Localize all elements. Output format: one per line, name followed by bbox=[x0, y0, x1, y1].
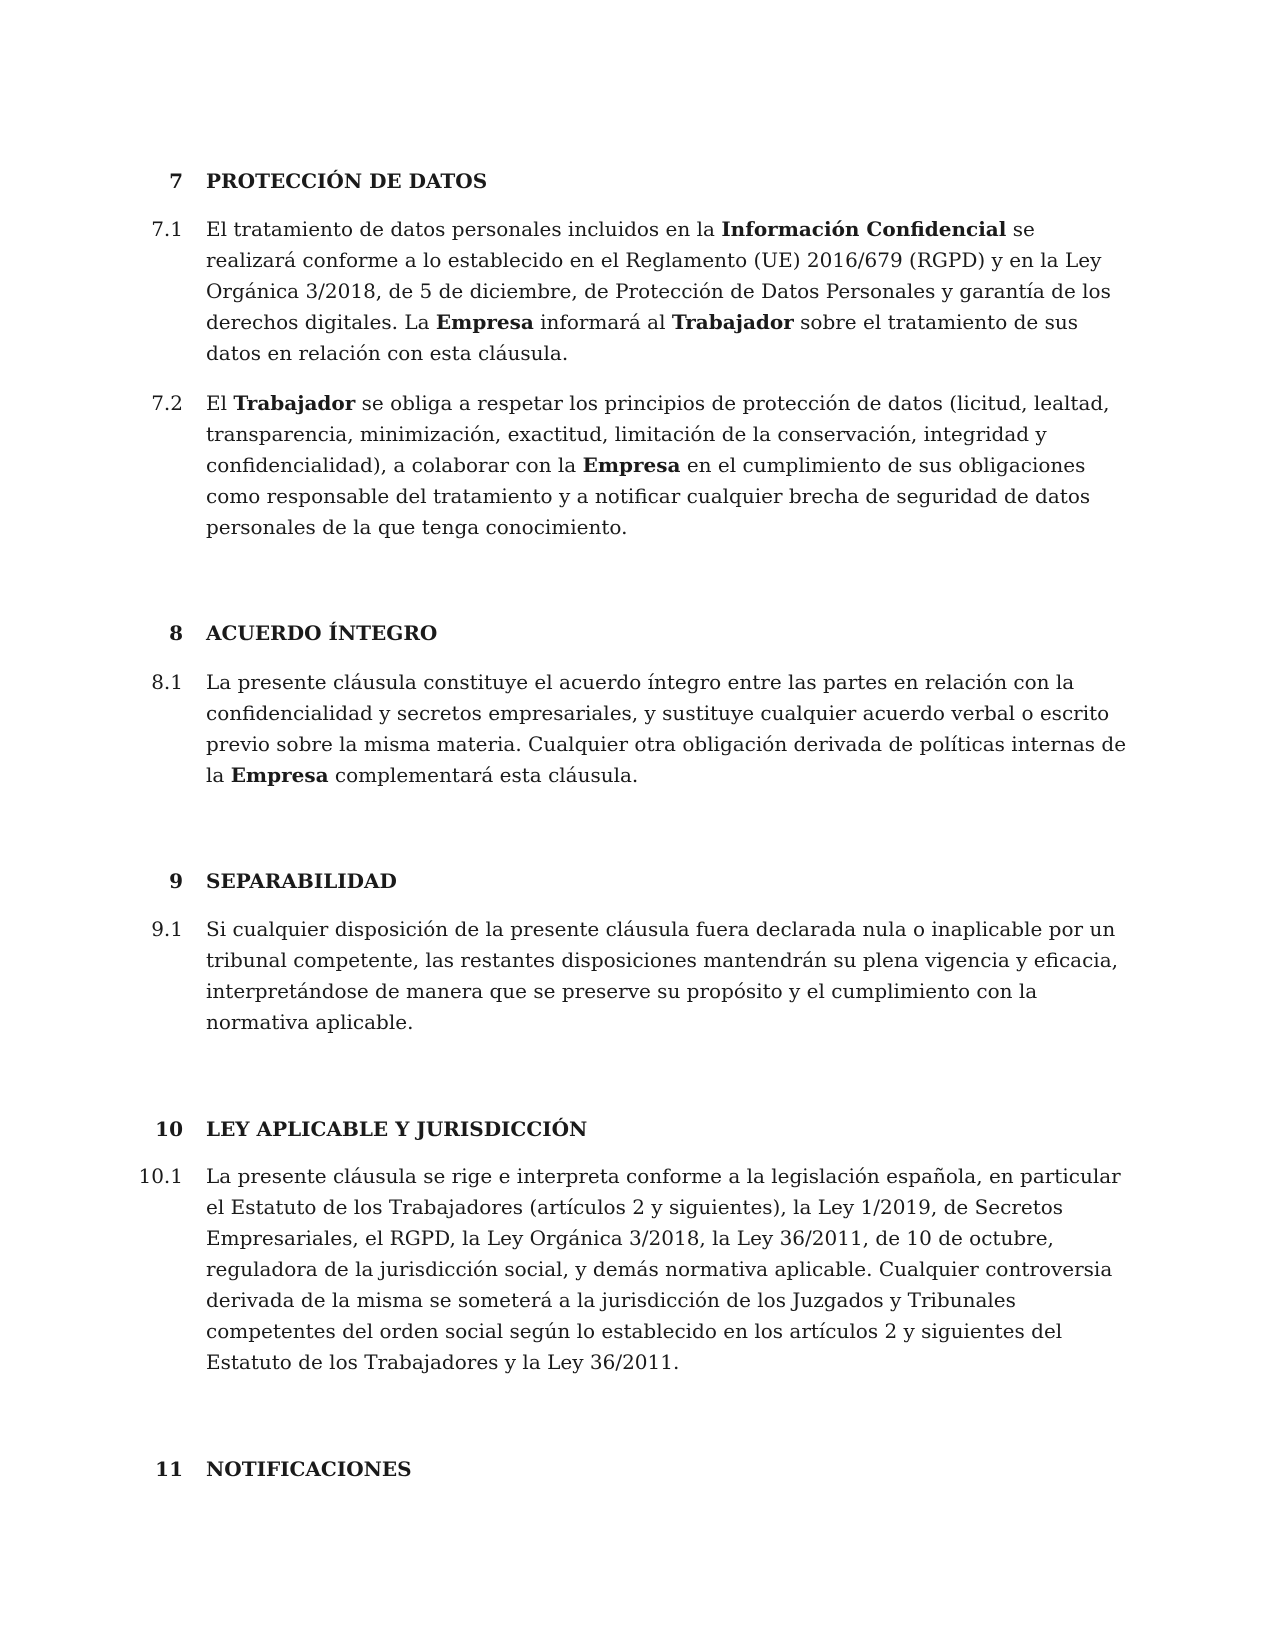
clause-number: 7.1 bbox=[151, 217, 183, 241]
section-title: PROTECCIÓN DE DATOS bbox=[206, 169, 488, 193]
section-number: 9 bbox=[169, 869, 183, 893]
section-number: 11 bbox=[155, 1457, 183, 1481]
section-number: 10 bbox=[155, 1117, 183, 1141]
clause-number: 8.1 bbox=[151, 670, 183, 694]
clause-number: 9.1 bbox=[151, 917, 183, 941]
clause-text: Si cualquier disposición de la presente cláusula fuera declarada nula o inaplicable por un tribunal competente, las restantes disposiciones mantendrán su plena vigencia y eficacia, interpretándose de manera que se preserve su propósito y el cumplimiento con la normativa aplicable. bbox=[206, 917, 1118, 1034]
clause-text: El tratamiento de datos personales incluidos en la Información Confidencial se realizará conforme a lo establecido en el Reglamento (UE) 2016/679 (RGPD) y en la Ley Orgánica 3/2018, de 5 de diciembre, de Protección de Datos Personales y garantía de los derechos digitales. La Empresa informará al Trabajador sobre el tratamiento de sus datos en relación con esta cláusula. bbox=[206, 217, 1111, 365]
section-title: ACUERDO ÍNTEGRO bbox=[206, 621, 438, 645]
defined-term: Empresa bbox=[582, 453, 681, 477]
defined-term: Empresa bbox=[435, 310, 534, 334]
defined-term: Empresa bbox=[230, 763, 329, 787]
clause-number: 7.2 bbox=[151, 391, 183, 415]
section-title: LEY APLICABLE Y JURISDICCIÓN bbox=[206, 1117, 588, 1141]
clause-text: La presente cláusula constituye el acuerdo íntegro entre las partes en relación con la confidencialidad y secretos empresariales, y sustituye cualquier acuerdo verbal o escrito previo sobre la misma materia. Cualquier otra obligación derivada de políticas internas de la Empresa complementará esta cláusula. bbox=[206, 670, 1127, 787]
defined-term: Trabajador bbox=[233, 391, 356, 415]
section-title: NOTIFICACIONES bbox=[206, 1457, 412, 1481]
defined-term: Información Confidencial bbox=[721, 217, 1007, 241]
clause-text: La presente cláusula se rige e interpreta conforme a la legislación española, en particular el Estatuto de los Trabajadores (artículos 2 y siguientes), la Ley 1/2019, de Secretos Empresariales, el RGPD, la Ley Orgánica 3/2018, la Ley 36/2011, de 10 de octubre, reguladora de la jurisdicción social, y demás normativa aplicable. Cualquier controversia derivada de la misma se someterá a la jurisdicción de los Juzgados y Tribunales competentes del orden social según lo establecido en los artículos 2 y siguientes del Estatuto de los Trabajadores y la Ley 36/2011. bbox=[206, 1164, 1121, 1374]
clause-text: El Trabajador se obliga a respetar los principios de protección de datos (licitud, lealtad, transparencia, minimización, exactitud, limitación de la conservación, integridad y confidencialidad), a colaborar con la Empresa en el cumplimiento de sus obligaciones como responsable del tratamiento y a notificar cualquier brecha de seguridad de datos personales de la que tenga conocimiento. bbox=[206, 391, 1110, 539]
section-number: 8 bbox=[169, 621, 183, 645]
section-title: SEPARABILIDAD bbox=[206, 869, 397, 893]
clause-number: 10.1 bbox=[138, 1164, 183, 1188]
section-number: 7 bbox=[169, 169, 183, 193]
defined-term: Trabajador bbox=[671, 310, 794, 334]
